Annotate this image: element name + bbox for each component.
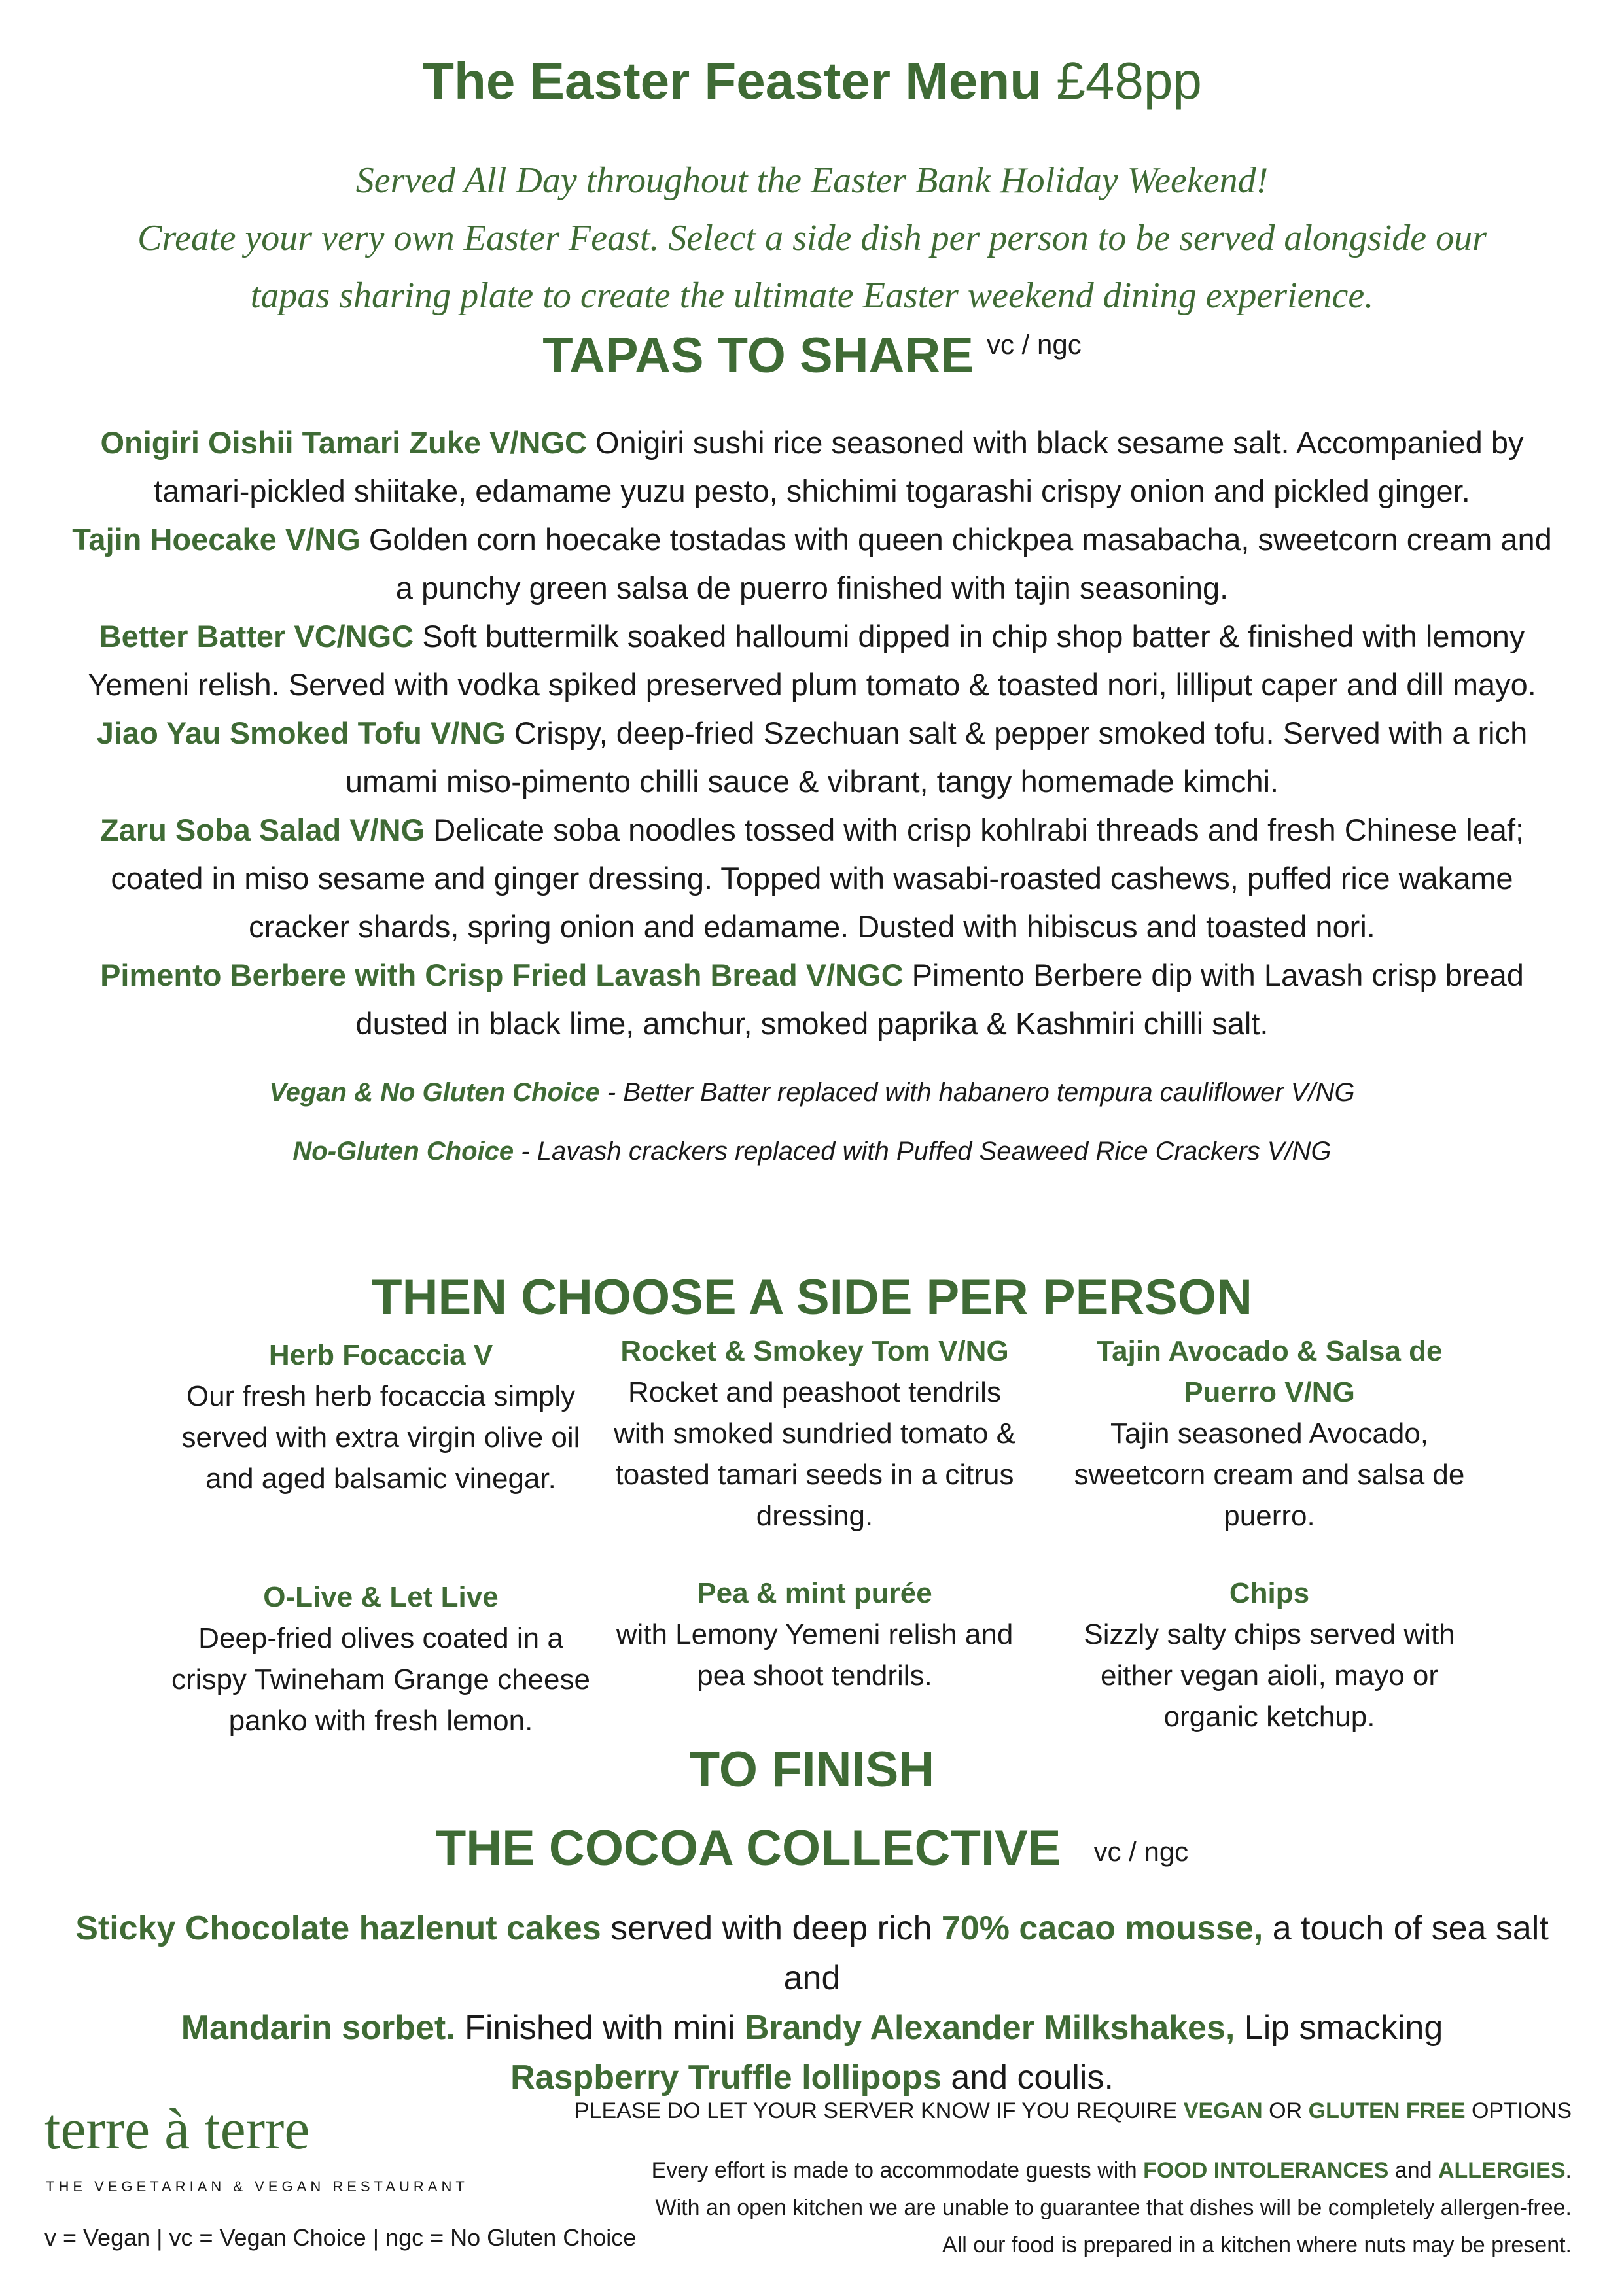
vegan-choice-note [0,1078,1624,1107]
tapas-item-name: Jiao Yau Smoked Tofu V/NG [96,716,506,750]
dessert-part: Mandarin sorbet. [181,2009,455,2047]
side-item-desc: Sizzly salty chips served with either vegan aioli, mayo or organic ketchup. [1084,1618,1455,1733]
side-item-name: Chips [1229,1577,1310,1609]
intro-line: Served All Day throughout the Easter Bank Holiday Weekend! [355,160,1269,201]
tapas-item-desc: Soft buttermilk soaked halloumi dipped in chip shop batter & finished with lemony Yemeni relish. Served with vodka spiked preserved plum tomato & toasted nori, lilliput caper and dill mayo. [88,619,1536,702]
side-item-desc: Tajin seasoned Avocado, sweetcorn cream and salsa de puerro. [1074,1418,1465,1532]
choice-name: No-Gluten Choice [292,1137,514,1166]
side-item-name: Tajin Avocado & Salsa de Puerro V/NG [1096,1335,1443,1408]
notice-gluten-free: GLUTEN FREE [1308,2098,1466,2123]
finish-heading: TO FINISH [689,1742,935,1798]
side-item-name: Rocket & Smokey Tom V/NG [620,1335,1009,1367]
side-item [171,1576,590,1741]
tapas-item-desc: Pimento Berbere dip with Lavash crisp bread dusted in black lime, amchur, smoked paprika & Kashmiri chilli salt. [355,958,1524,1041]
no-gluten-choice-note [0,1137,1624,1166]
restaurant-tagline: THE VEGETARIAN & VEGAN RESTAURANT [46,2178,468,2195]
cocoa-heading [0,1820,1624,1877]
allergy-line: All our food is prepared in a kitchen where nuts may be present. [942,2233,1572,2257]
tapas-item [72,951,1552,1048]
sides-heading: THEN CHOOSE A SIDE PER PERSON [372,1270,1252,1325]
notice-vegan: VEGAN [1183,2098,1263,2123]
tapas-item-name: Pimento Berbere with Crisp Fried Lavash Bread V/NGC [100,958,904,992]
tapas-item [72,709,1552,806]
tapas-item-desc: Crispy, deep-fried Szechuan salt & pepper smoked tofu. Served with a rich umami miso-pimento chilli sauce & vibrant, tangy homemade kimchi. [345,716,1528,799]
restaurant-logo: terre à terre [44,2098,310,2161]
dessert-part: Sticky Chocolate hazlenut cakes [75,1909,601,1947]
server-notice [459,2098,1572,2124]
side-item [1060,1331,1479,1537]
dietary-legend: v = Vegan | vc = Vegan Choice | ngc = No Gluten Choice [44,2224,637,2251]
tapas-item-name: Onigiri Oishii Tamari Zuke V/NGC [100,425,587,460]
allergy-intolerances: FOOD INTOLERANCES [1143,2158,1389,2183]
intro-line: tapas sharing plate to create the ultimate Easter weekend dining experience. [250,275,1374,316]
tapas-item-name: Tajin Hoecake V/NG [72,522,361,557]
dessert-part: Lip smacking [1235,2009,1443,2047]
allergy-line [459,2152,1572,2189]
allergy-part: Every effort is made to accommodate guests with [651,2158,1144,2183]
intro-text [79,152,1545,324]
notice-part: OR [1262,2098,1309,2123]
side-item-desc: with Lemony Yemeni relish and pea shoot tendrils. [616,1618,1014,1692]
choice-desc: - Lavash crackers replaced with Puffed Seaweed Rice Crackers V/NG [521,1137,1332,1166]
side-item-name: Herb Focaccia V [268,1339,493,1371]
tapas-item [72,806,1552,951]
choice-name: Vegan & No Gluten Choice [269,1078,600,1107]
dessert-description [65,1904,1559,2102]
menu-title-main: The Easter Feaster Menu [422,52,1042,110]
tapas-item [72,612,1552,709]
tapas-item-name: Zaru Soba Salad V/NG [99,812,425,847]
tapas-item-name: Better Batter VC/NGC [99,619,414,653]
dessert-part: and coulis. [941,2059,1114,2096]
tapas-item-desc: Delicate soba noodles tossed with crisp kohlrabi threads and fresh Chinese leaf; coated in miso sesame and ginger dressing. Topped with wasabi-roasted cashews, puffed rice wakame cracker shards, spring onion and edamame. Dusted with hibiscus and toasted nori. [111,812,1525,944]
allergy-allergies: ALLERGIES [1438,2158,1566,2183]
tapas-item [72,515,1552,612]
dessert-part: served with deep rich [601,1909,942,1947]
menu-price: £48pp [1056,52,1202,110]
allergy-part: and [1388,2158,1438,2183]
menu-title [0,51,1624,111]
side-item-name: O-Live & Let Live [263,1581,499,1613]
side-item-desc: Rocket and peashoot tendrils with smoked sundried tomato & toasted tamari seeds in a citrus dressing. [614,1376,1015,1532]
side-item [605,1331,1024,1537]
cocoa-heading-text: THE COCOA COLLECTIVE [435,1820,1061,1876]
tapas-item-desc: Onigiri sushi rice seasoned with black sesame salt. Accompanied by tamari-pickled shiitake, edamame yuzu pesto, shichimi togarashi crispy onion and pickled ginger. [154,425,1524,508]
tapas-heading-text: TAPAS TO SHARE [542,328,974,383]
side-item-desc: Deep-fried olives coated in a crispy Twineham Grange cheese panko with fresh lemon. [171,1622,590,1737]
side-item-desc: Our fresh herb focaccia simply served with extra virgin olive oil and aged balsamic vinegar. [181,1380,580,1495]
tapas-item [72,419,1552,515]
side-item [171,1334,590,1499]
allergy-line: With an open kitchen we are unable to guarantee that dishes will be completely allergen-free. [655,2195,1572,2220]
allergy-notice [459,2152,1572,2264]
intro-line: Create your very own Easter Feast. Select a side dish per person to be served alongside our [137,218,1487,258]
dessert-part: 70% cacao mousse, [941,1909,1263,1947]
cocoa-tag: vc / ngc [1093,1836,1189,1867]
dessert-part: a touch of sea salt and [783,1909,1549,1997]
tapas-list [72,419,1552,1048]
side-item [1060,1573,1479,1737]
dessert-part: Brandy Alexander Milkshakes, [744,2009,1235,2047]
tapas-heading [0,327,1624,384]
choice-desc: - Better Batter replaced with habanero tempura cauliflower V/NG [607,1078,1355,1107]
notice-part: OPTIONS [1465,2098,1572,2123]
dessert-part: Finished with mini [455,2009,745,2047]
allergy-part: . [1565,2158,1572,2183]
tapas-item-desc: Golden corn hoecake tostadas with queen chickpea masabacha, sweetcorn cream and a punchy green salsa de puerro finished with tajin seasoning. [368,522,1552,605]
side-item [605,1573,1024,1696]
tapas-tag: vc / ngc [987,329,1082,360]
dessert-part: Raspberry Truffle lollipops [510,2059,942,2096]
notice-part: PLEASE DO LET YOUR SERVER KNOW IF YOU REQUIRE [574,2098,1184,2123]
side-item-name: Pea & mint purée [697,1577,932,1609]
